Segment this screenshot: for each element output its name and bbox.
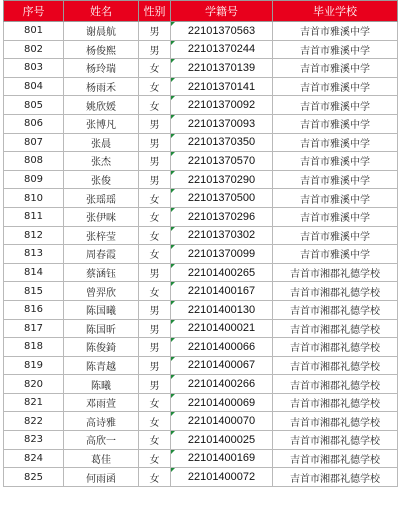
table-row bbox=[4, 449, 398, 468]
cell-student-id[interactable]: 22101400265 bbox=[171, 263, 273, 282]
cell-name[interactable]: 周春霞 bbox=[64, 245, 139, 264]
cell-graduating-school[interactable]: 吉首市湘郡礼德学校 bbox=[273, 263, 398, 282]
cell-graduating-school[interactable]: 吉首市雅溪中学 bbox=[273, 189, 398, 208]
cell-gender[interactable]: 男 bbox=[139, 319, 171, 338]
cell-serial-number[interactable]: 821 bbox=[4, 393, 64, 412]
cell-student-id[interactable]: 22101400067 bbox=[171, 356, 273, 375]
cell-student-id[interactable]: 22101400072 bbox=[171, 468, 273, 487]
table-row bbox=[4, 96, 398, 115]
cell-gender[interactable]: 女 bbox=[139, 59, 171, 78]
cell-graduating-school[interactable]: 吉首市雅溪中学 bbox=[273, 226, 398, 245]
cell-name[interactable]: 杨雨禾 bbox=[64, 77, 139, 96]
cell-graduating-school[interactable]: 吉首市雅溪中学 bbox=[273, 245, 398, 264]
cell-gender[interactable]: 男 bbox=[139, 22, 171, 41]
cell-graduating-school[interactable]: 吉首市雅溪中学 bbox=[273, 22, 398, 41]
cell-student-id[interactable]: 22101370099 bbox=[171, 245, 273, 264]
table-body bbox=[4, 22, 398, 487]
cell-name[interactable]: 陈青越 bbox=[64, 356, 139, 375]
cell-student-id[interactable]: 22101400266 bbox=[171, 375, 273, 394]
student-roster-table bbox=[3, 0, 398, 487]
cell-graduating-school[interactable]: 吉首市湘郡礼德学校 bbox=[273, 282, 398, 301]
cell-gender[interactable]: 女 bbox=[139, 282, 171, 301]
cell-serial-number[interactable]: 815 bbox=[4, 282, 64, 301]
table-row bbox=[4, 22, 398, 41]
cell-graduating-school[interactable]: 吉首市湘郡礼德学校 bbox=[273, 375, 398, 394]
cell-gender[interactable]: 男 bbox=[139, 375, 171, 394]
cell-serial-number[interactable]: 811 bbox=[4, 207, 64, 226]
cell-gender[interactable]: 女 bbox=[139, 96, 171, 115]
table-row bbox=[4, 114, 398, 133]
cell-student-id[interactable]: 22101370570 bbox=[171, 152, 273, 171]
cell-graduating-school[interactable]: 吉首市湘郡礼德学校 bbox=[273, 338, 398, 357]
cell-name[interactable]: 陈俊錡 bbox=[64, 338, 139, 357]
cell-gender[interactable]: 女 bbox=[139, 431, 171, 450]
header-gender[interactable]: 性别 bbox=[139, 1, 171, 22]
cell-student-id[interactable]: 22101400130 bbox=[171, 300, 273, 319]
table-row bbox=[4, 338, 398, 357]
table-row bbox=[4, 319, 398, 338]
cell-graduating-school[interactable]: 吉首市雅溪中学 bbox=[273, 133, 398, 152]
cell-name[interactable]: 高诗雅 bbox=[64, 412, 139, 431]
cell-gender[interactable]: 男 bbox=[139, 356, 171, 375]
cell-gender[interactable]: 女 bbox=[139, 393, 171, 412]
table-row bbox=[4, 393, 398, 412]
cell-name[interactable]: 蔡涵钰 bbox=[64, 263, 139, 282]
cell-serial-number[interactable]: 806 bbox=[4, 114, 64, 133]
cell-student-id[interactable]: 22101370141 bbox=[171, 77, 273, 96]
cell-name[interactable]: 陈国曦 bbox=[64, 300, 139, 319]
cell-name[interactable]: 高欣一 bbox=[64, 431, 139, 450]
table-row bbox=[4, 226, 398, 245]
cell-student-id[interactable]: 22101370296 bbox=[171, 207, 273, 226]
table-row bbox=[4, 375, 398, 394]
cell-gender[interactable]: 男 bbox=[139, 133, 171, 152]
cell-serial-number[interactable]: 823 bbox=[4, 431, 64, 450]
cell-gender[interactable]: 女 bbox=[139, 468, 171, 487]
cell-graduating-school[interactable]: 吉首市雅溪中学 bbox=[273, 114, 398, 133]
cell-name[interactable]: 何雨函 bbox=[64, 468, 139, 487]
cell-serial-number[interactable]: 824 bbox=[4, 449, 64, 468]
cell-serial-number[interactable]: 813 bbox=[4, 245, 64, 264]
cell-graduating-school[interactable]: 吉首市雅溪中学 bbox=[273, 40, 398, 59]
cell-graduating-school[interactable]: 吉首市湘郡礼德学校 bbox=[273, 300, 398, 319]
cell-serial-number[interactable]: 816 bbox=[4, 300, 64, 319]
cell-name[interactable]: 陈国昕 bbox=[64, 319, 139, 338]
cell-student-id[interactable]: 22101400070 bbox=[171, 412, 273, 431]
cell-student-id[interactable]: 22101370092 bbox=[171, 96, 273, 115]
cell-name[interactable]: 张瑶瑶 bbox=[64, 189, 139, 208]
header-serial-number[interactable]: 序号 bbox=[4, 1, 64, 22]
cell-gender[interactable]: 女 bbox=[139, 77, 171, 96]
cell-student-id[interactable]: 22101400021 bbox=[171, 319, 273, 338]
table-row bbox=[4, 189, 398, 208]
cell-name[interactable]: 张梓莹 bbox=[64, 226, 139, 245]
table-row bbox=[4, 282, 398, 301]
cell-serial-number[interactable]: 819 bbox=[4, 356, 64, 375]
table-row bbox=[4, 468, 398, 487]
cell-name[interactable]: 张晨 bbox=[64, 133, 139, 152]
table-row bbox=[4, 245, 398, 264]
cell-gender[interactable]: 男 bbox=[139, 300, 171, 319]
cell-name[interactable]: 姚欣媛 bbox=[64, 96, 139, 115]
table-row bbox=[4, 431, 398, 450]
cell-name[interactable]: 杨俊熙 bbox=[64, 40, 139, 59]
cell-gender[interactable]: 男 bbox=[139, 114, 171, 133]
cell-graduating-school[interactable]: 吉首市湘郡礼德学校 bbox=[273, 319, 398, 338]
cell-serial-number[interactable]: 818 bbox=[4, 338, 64, 357]
cell-serial-number[interactable]: 809 bbox=[4, 170, 64, 189]
cell-serial-number[interactable]: 820 bbox=[4, 375, 64, 394]
cell-graduating-school[interactable]: 吉首市湘郡礼德学校 bbox=[273, 449, 398, 468]
cell-serial-number[interactable]: 822 bbox=[4, 412, 64, 431]
table-row bbox=[4, 412, 398, 431]
table-row bbox=[4, 356, 398, 375]
cell-graduating-school[interactable]: 吉首市湘郡礼德学校 bbox=[273, 356, 398, 375]
cell-name[interactable]: 葛佳 bbox=[64, 449, 139, 468]
cell-gender[interactable]: 女 bbox=[139, 449, 171, 468]
cell-serial-number[interactable]: 817 bbox=[4, 319, 64, 338]
cell-serial-number[interactable]: 810 bbox=[4, 189, 64, 208]
cell-graduating-school[interactable]: 吉首市雅溪中学 bbox=[273, 77, 398, 96]
cell-gender[interactable]: 女 bbox=[139, 226, 171, 245]
cell-gender[interactable]: 男 bbox=[139, 170, 171, 189]
cell-serial-number[interactable]: 803 bbox=[4, 59, 64, 78]
cell-student-id[interactable]: 22101370244 bbox=[171, 40, 273, 59]
cell-serial-number[interactable]: 801 bbox=[4, 22, 64, 41]
cell-student-id[interactable]: 22101370302 bbox=[171, 226, 273, 245]
table-row bbox=[4, 170, 398, 189]
table-row bbox=[4, 59, 398, 78]
cell-graduating-school[interactable]: 吉首市湘郡礼德学校 bbox=[273, 393, 398, 412]
cell-serial-number[interactable]: 807 bbox=[4, 133, 64, 152]
cell-graduating-school[interactable]: 吉首市雅溪中学 bbox=[273, 59, 398, 78]
cell-student-id[interactable]: 22101370139 bbox=[171, 59, 273, 78]
header-name[interactable]: 姓名 bbox=[64, 1, 139, 22]
cell-graduating-school[interactable]: 吉首市湘郡礼德学校 bbox=[273, 431, 398, 450]
header-row bbox=[4, 1, 398, 22]
cell-name[interactable]: 陈曦 bbox=[64, 375, 139, 394]
cell-student-id[interactable]: 22101370290 bbox=[171, 170, 273, 189]
cell-student-id[interactable]: 22101370093 bbox=[171, 114, 273, 133]
cell-serial-number[interactable]: 802 bbox=[4, 40, 64, 59]
cell-name[interactable]: 张俊 bbox=[64, 170, 139, 189]
cell-graduating-school[interactable]: 吉首市雅溪中学 bbox=[273, 96, 398, 115]
cell-serial-number[interactable]: 825 bbox=[4, 468, 64, 487]
cell-name[interactable]: 曾羿欣 bbox=[64, 282, 139, 301]
cell-gender[interactable]: 男 bbox=[139, 263, 171, 282]
cell-gender[interactable]: 女 bbox=[139, 412, 171, 431]
cell-name[interactable]: 杨玲瑞 bbox=[64, 59, 139, 78]
header-student-id[interactable]: 学籍号 bbox=[171, 1, 273, 22]
cell-student-id[interactable]: 22101400066 bbox=[171, 338, 273, 357]
cell-serial-number[interactable]: 814 bbox=[4, 263, 64, 282]
cell-student-id[interactable]: 22101400069 bbox=[171, 393, 273, 412]
cell-serial-number[interactable]: 812 bbox=[4, 226, 64, 245]
cell-gender[interactable]: 男 bbox=[139, 40, 171, 59]
cell-student-id[interactable]: 22101370500 bbox=[171, 189, 273, 208]
header-graduating-school[interactable]: 毕业学校 bbox=[273, 1, 398, 22]
cell-graduating-school[interactable]: 吉首市湘郡礼德学校 bbox=[273, 412, 398, 431]
cell-name[interactable]: 张杰 bbox=[64, 152, 139, 171]
table-row bbox=[4, 40, 398, 59]
table-row bbox=[4, 133, 398, 152]
cell-gender[interactable]: 女 bbox=[139, 245, 171, 264]
cell-serial-number[interactable]: 808 bbox=[4, 152, 64, 171]
table-row bbox=[4, 77, 398, 96]
cell-graduating-school[interactable]: 吉首市雅溪中学 bbox=[273, 170, 398, 189]
cell-gender[interactable]: 男 bbox=[139, 152, 171, 171]
table-row bbox=[4, 263, 398, 282]
cell-name[interactable]: 谢晨航 bbox=[64, 22, 139, 41]
cell-gender[interactable]: 女 bbox=[139, 189, 171, 208]
cell-graduating-school[interactable]: 吉首市雅溪中学 bbox=[273, 152, 398, 171]
cell-name[interactable]: 张伊咪 bbox=[64, 207, 139, 226]
table-row bbox=[4, 207, 398, 226]
cell-student-id[interactable]: 22101400169 bbox=[171, 449, 273, 468]
cell-student-id[interactable]: 22101400025 bbox=[171, 431, 273, 450]
cell-name[interactable]: 张博凡 bbox=[64, 114, 139, 133]
cell-serial-number[interactable]: 804 bbox=[4, 77, 64, 96]
table-row bbox=[4, 300, 398, 319]
cell-gender[interactable]: 女 bbox=[139, 207, 171, 226]
cell-name[interactable]: 邓雨萱 bbox=[64, 393, 139, 412]
cell-student-id[interactable]: 22101370563 bbox=[171, 22, 273, 41]
cell-student-id[interactable]: 22101370350 bbox=[171, 133, 273, 152]
cell-gender[interactable]: 男 bbox=[139, 338, 171, 357]
cell-student-id[interactable]: 22101400167 bbox=[171, 282, 273, 301]
cell-serial-number[interactable]: 805 bbox=[4, 96, 64, 115]
table-row bbox=[4, 152, 398, 171]
cell-graduating-school[interactable]: 吉首市湘郡礼德学校 bbox=[273, 468, 398, 487]
cell-graduating-school[interactable]: 吉首市雅溪中学 bbox=[273, 207, 398, 226]
